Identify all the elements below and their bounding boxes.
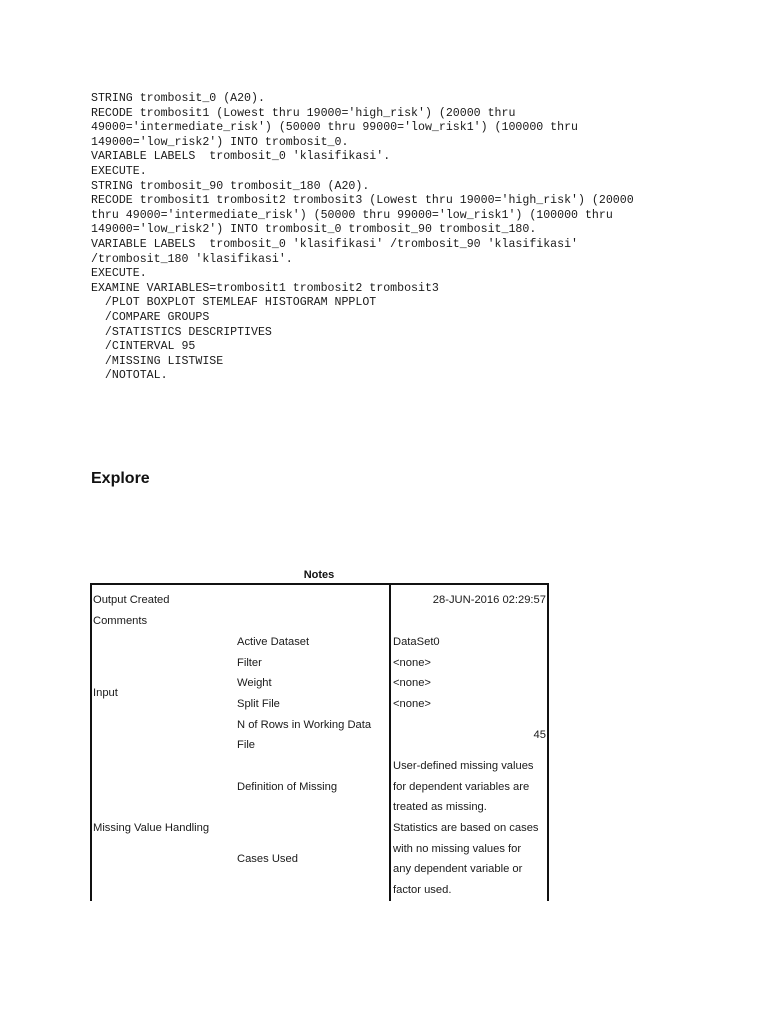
syntax-line: VARIABLE LABELS trombosit_0 'klasifikasi' /trombosit_90 'klasifikasi'	[91, 237, 579, 251]
notes-table-title: Notes	[303, 569, 335, 581]
cases-used-line: factor used.	[393, 884, 452, 896]
syntax-code-block	[91, 92, 634, 384]
syntax-line: EXAMINE VARIABLES=trombosit1 trombosit2 trombosit3	[91, 281, 439, 295]
comments-label: Comments	[93, 615, 148, 627]
syntax-line: 49000='intermediate_risk') (50000 thru 99000='low_risk1') (100000 thru	[91, 121, 579, 135]
syntax-line: /STATISTICS DESCRIPTIVES	[91, 325, 272, 339]
definition-of-missing-label: Definition of Missing	[237, 781, 338, 793]
syntax-line: EXECUTE.	[91, 267, 147, 281]
split-file-value: <none>	[393, 698, 431, 710]
cases-used-line: any dependent variable or	[393, 863, 523, 875]
definition-of-missing-line: treated as missing.	[393, 801, 487, 813]
syntax-line: /MISSING LISTWISE	[91, 354, 224, 368]
syntax-line: STRING trombosit_0 (A20).	[91, 92, 265, 105]
syntax-line: STRING trombosit_90 trombosit_180 (A20).	[91, 179, 370, 193]
syntax-line: /PLOT BOXPLOT STEMLEAF HISTOGRAM NPPLOT	[91, 296, 377, 310]
syntax-line: VARIABLE LABELS trombosit_0 'klasifikasi'.	[91, 150, 391, 164]
active-dataset-label: Active Dataset	[237, 636, 310, 648]
syntax-line: thru 49000='intermediate_risk') (50000 thru 99000='low_risk1') (100000 thru	[91, 208, 613, 222]
syntax-line: RECODE trombosit1 trombosit2 trombosit3 (Lowest thru 19000='high_risk') (20000	[91, 194, 634, 208]
syntax-line: /trombosit_180 'klasifikasi'.	[91, 252, 293, 266]
weight-label: Weight	[237, 677, 272, 689]
filter-value: <none>	[393, 657, 431, 669]
input-label: Input	[93, 687, 118, 699]
weight-value: <none>	[393, 677, 431, 689]
split-file-label: Split File	[237, 698, 280, 710]
syntax-line: /CINTERVAL 95	[91, 340, 196, 354]
notes-table-column-divider	[389, 585, 391, 901]
cases-used-label: Cases Used	[237, 853, 298, 865]
definition-of-missing-line: User-defined missing values	[393, 760, 534, 772]
definition-of-missing-line: for dependent variables are	[393, 781, 530, 793]
syntax-line: /COMPARE GROUPS	[91, 310, 210, 324]
cases-used-line: with no missing values for	[393, 843, 522, 855]
n-rows-label-line2: File	[237, 739, 256, 751]
n-rows-label-line1: N of Rows in Working Data	[237, 719, 372, 731]
missing-value-handling-label: Missing Value Handling	[93, 822, 210, 834]
active-dataset-value: DataSet0	[393, 636, 440, 648]
explore-heading: Explore	[91, 470, 150, 487]
notes-table	[90, 583, 549, 901]
output-created-value: 28-JUN-2016 02:29:57	[432, 594, 546, 606]
syntax-line: 149000='low_risk2') INTO trombosit_0.	[91, 135, 349, 149]
syntax-line: RECODE trombosit1 (Lowest thru 19000='high_risk') (20000 thru	[91, 106, 516, 120]
n-rows-value: 45	[533, 729, 546, 741]
syntax-line: /NOTOTAL.	[91, 369, 168, 383]
cases-used-line: Statistics are based on cases	[393, 822, 539, 834]
syntax-line: EXECUTE.	[91, 164, 147, 178]
output-created-label: Output Created	[93, 594, 170, 606]
filter-label: Filter	[237, 657, 262, 669]
syntax-line: 149000='low_risk2') INTO trombosit_0 trombosit_90 trombosit_180.	[91, 223, 537, 237]
